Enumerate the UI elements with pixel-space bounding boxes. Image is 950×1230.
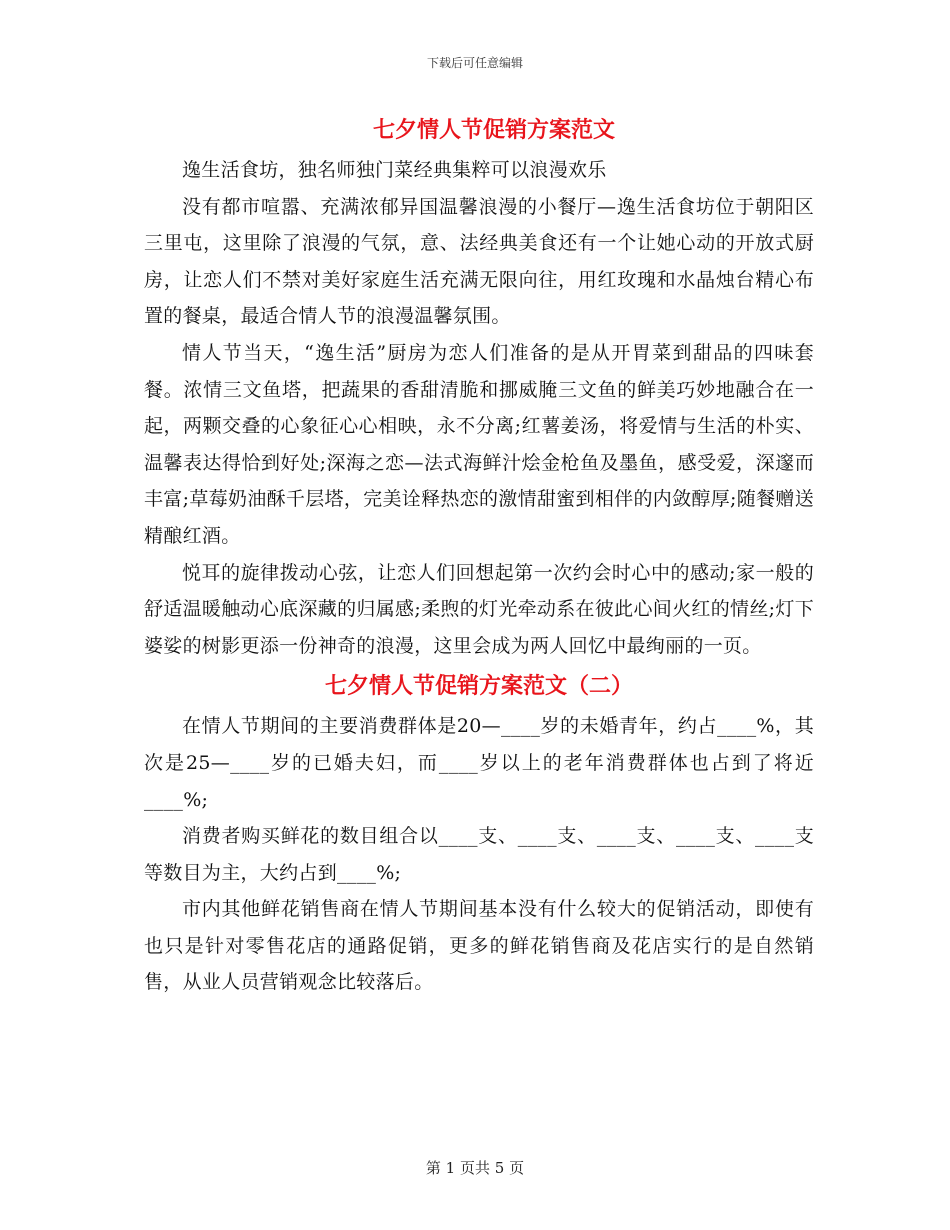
section-2-paragraph-1: 在情人节期间的主要消费群体是20—____岁的未婚青年，约占____%，其次是25—____岁的已婚夫妇，而____岁以上的老年消费群体也占到了将近____%; [144, 715, 814, 811]
section-1-paragraph-1: 逸生活食坊，独名师独门菜经典集粹可以浪漫欢乐 [182, 159, 607, 181]
section-2-title: 七夕情人节促销方案范文（二） [324, 673, 633, 700]
page-number: 第 1 页共 5 页 [425, 1159, 525, 1177]
section-1-paragraph-2: 没有都市喧嚣、充满浓郁异国温馨浪漫的小餐厅—逸生活食坊位于朝阳区三里屯，这里除了浪漫的气氛，意、法经典美食还有一个让她心动的开放式厨房，让恋人们不禁对美好家庭生活充满无限向往，用红玫瑰和水晶烛台精心布置的餐桌，最适合情人节的浪漫温馨氛围。 [144, 195, 814, 328]
document-body [144, 108, 814, 1001]
header-note: 下载后可任意编辑 [426, 56, 523, 70]
section-2-paragraph-2: 消费者购买鲜花的数目组合以____支、____支、____支、____支、____支等数目为主，大约占到____%; [144, 825, 814, 884]
section-2-paragraph-3: 市内其他鲜花销售商在情人节期间基本没有什么较大的促销活动，即使有也只是针对零售花店的通路促销，更多的鲜花销售商及花店实行的是自然销售，从业人员营销观念比较落后。 [144, 898, 814, 994]
section-1-title: 七夕情人节促销方案范文 [372, 117, 615, 143]
section-1-paragraph-3: 情人节当天，“逸生活”厨房为恋人们准备的是从开胃菜到甜品的四味套餐。浓情三文鱼塔，把蔬果的香甜清脆和挪威腌三文鱼的鲜美巧妙地融合在一起，两颗交叠的心象征心心相映，永不分离;红薯姜汤，将爱情与生活的朴实、温馨表达得恰到好处;深海之恋—法式海鲜汁烩金枪鱼及墨鱼，感受爱，深邃而丰富;草莓奶油酥千层塔，完美诠释热恋的激情甜蜜到相伴的内敛醇厚;随餐赠送精酿红酒。 [144, 341, 814, 547]
section-1-paragraph-4: 悦耳的旋律拨动心弦，让恋人们回想起第一次约会时心中的感动;家一般的舒适温暖触动心底深藏的归属感;柔煦的灯光牵动系在彼此心间火红的情丝;灯下婆娑的树影更添一份神奇的浪漫，这里会成为两人回忆中最绚丽的一页。 [144, 561, 814, 657]
